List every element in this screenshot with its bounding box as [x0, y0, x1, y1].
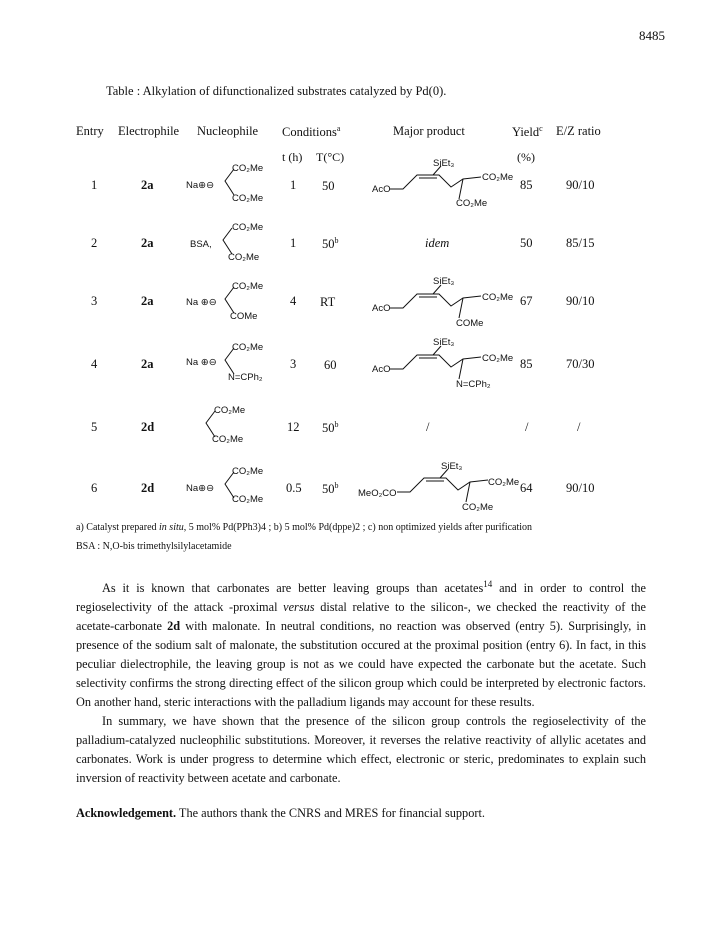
entry-cell: 5: [91, 420, 98, 434]
ez-cell: 90/10: [566, 481, 595, 495]
paragraph-2: In summary, we have shown that the presence of the silicon group controls the regioselectivity of the palladium-catalyzed nucleophilic substitutions. Moreover, it reverses the relative reactivity of allylic acetates and carbonates. Work is under progress to determine which effect, electronic or steric, predominates to explain such inversion of reactivity between acetate and carbonate.: [76, 714, 646, 786]
header-electrophile: Electrophile: [118, 124, 180, 138]
product-left: AcO: [372, 364, 391, 375]
time-cell: 1: [290, 178, 297, 192]
yield-cell: 50: [520, 236, 533, 250]
product-bottom: COMe: [456, 318, 484, 329]
header-yield: Yield$^c$: [512, 124, 543, 140]
product-right: CO₂Me: [482, 172, 514, 183]
product-left: AcO: [372, 184, 391, 195]
nucleophile-top: CO₂Me: [232, 342, 264, 353]
page-number: 8485: [639, 28, 665, 43]
header-nucleophile: Nucleophile: [197, 124, 259, 138]
yield-cell: /: [525, 420, 529, 434]
product-skeleton-icon: [389, 284, 489, 322]
yield-cell: 67: [520, 294, 533, 308]
ez-cell: 85/15: [566, 236, 595, 250]
header-conditions: Conditions$^a$: [282, 124, 341, 140]
product-silyl: SiEt₃: [433, 158, 455, 169]
nucleophile-bond-icon: [222, 167, 236, 197]
header-entry: Entry: [76, 124, 104, 138]
nucleophile-bond-icon: [222, 285, 236, 315]
electrophile-cell: 2a: [141, 294, 154, 308]
product-text: idem: [425, 236, 450, 250]
nucleophile-bottom: CO₂Me: [232, 193, 264, 204]
product-skeleton-icon: [389, 165, 489, 203]
subheader-time: t (h): [282, 150, 303, 164]
time-cell: 12: [287, 420, 300, 434]
nucleophile-prefix: BSA,: [190, 239, 212, 250]
nucleophile-top: CO₂Me: [232, 466, 264, 477]
nucleophile-bond-icon: [222, 470, 236, 500]
nucleophile-bottom: CO₂Me: [228, 252, 260, 263]
product-right: CO₂Me: [482, 292, 514, 303]
temp-cell: 50$^b$: [322, 420, 339, 436]
table-footnote: a) Catalyst prepared in situ, 5 mol% Pd(PPh3)4 ; b) 5 mol% Pd(dppe)2 ; c) non optimized yields after purification: [76, 522, 533, 533]
subheader-temp: T(°C): [316, 150, 345, 164]
electrophile-cell: 2a: [141, 236, 154, 250]
electrophile-cell: 2a: [141, 357, 154, 371]
header-major-product: Major product: [393, 124, 465, 138]
electrophile-cell: 2a: [141, 178, 154, 192]
electrophile-cell: 2d: [141, 420, 155, 434]
acknowledgement: Acknowledgement. The authors thank the CNRS and MRES for financial support.: [76, 806, 485, 820]
nucleophile-bottom: CO₂Me: [212, 434, 244, 445]
entry-cell: 3: [91, 294, 98, 308]
nucleophile-bottom: COMe: [230, 311, 258, 322]
product-bottom: CO₂Me: [456, 198, 488, 209]
time-cell: 1: [290, 236, 297, 250]
yield-cell: 85: [520, 357, 533, 371]
ez-cell: 90/10: [566, 294, 595, 308]
product-skeleton-icon: [396, 468, 496, 506]
temp-cell: 50: [322, 179, 335, 194]
temp-cell: 60: [324, 358, 337, 373]
product-left: MeO₂CO: [358, 488, 397, 499]
nucleophile-bond-icon: [220, 226, 234, 256]
temp-cell: RT: [320, 295, 336, 310]
nucleophile-prefix: Na ⊕⊖: [186, 357, 217, 368]
nucleophile-bond-icon: [203, 409, 217, 439]
temp-cell: 50$^b$: [322, 481, 339, 497]
header-ez-ratio: E/Z ratio: [556, 124, 601, 138]
time-cell: 0.5: [286, 481, 302, 495]
yield-cell: 85: [520, 178, 533, 192]
time-cell: 3: [290, 357, 297, 371]
product-left: AcO: [372, 303, 391, 314]
product-text: /: [426, 420, 430, 434]
nucleophile-top: CO₂Me: [232, 222, 264, 233]
entry-cell: 6: [91, 481, 98, 495]
table-caption: Table : Alkylation of difunctionalized substrates catalyzed by Pd(0).: [106, 84, 447, 98]
electrophile-cell: 2d: [141, 481, 155, 495]
product-bottom: N=CPh₂: [456, 379, 491, 390]
nucleophile-prefix: Na⊕⊖: [186, 180, 215, 191]
product-right: CO₂Me: [488, 477, 520, 488]
paragraph-1: As it is known that carbonates are better leaving groups than acetates$^{14}$ and in order to control the regioselectivity of the attack -proximal versus distal relative to the silicon-, we checked the reactivity of the acetate-carbonate 2d with malonate. In neutral conditions, no reaction was observed (entry 5). Surprisingly, in presence of the sodium salt of malonate, the substitution occured at the proximal position (entry 6). In fact, in this peculiar dielectrophile, the leaving group is not as we could have expected the carbonate but the acetate. Such selectivity confirms the strong directing effect of the silicon group which could be interpreted by electronic factors. On another hand, steric interactions with the palladium ligands may account for these results.: [76, 579, 646, 710]
entry-cell: 1: [91, 178, 98, 192]
nucleophile-top: CO₂Me: [214, 405, 246, 416]
nucleophile-bond-icon: [222, 346, 236, 376]
product-silyl: SiEt₃: [441, 461, 463, 472]
time-cell: 4: [290, 294, 297, 308]
product-silyl: SiEt₃: [433, 337, 455, 348]
product-bottom: CO₂Me: [462, 502, 494, 513]
nucleophile-bottom: CO₂Me: [232, 494, 264, 505]
nucleophile-top: CO₂Me: [232, 281, 264, 292]
product-right: CO₂Me: [482, 353, 514, 364]
nucleophile-prefix: Na⊕⊖: [186, 483, 215, 494]
nucleophile-prefix: Na ⊕⊖: [186, 297, 217, 308]
product-skeleton-icon: [389, 345, 489, 383]
ez-cell: /: [577, 420, 581, 434]
product-silyl: SiEt₃: [433, 276, 455, 287]
ez-cell: 90/10: [566, 178, 595, 192]
nucleophile-bottom: N=CPh₂: [228, 372, 263, 383]
subheader-yield-unit: (%): [517, 150, 535, 164]
entry-cell: 2: [91, 236, 98, 250]
entry-cell: 4: [91, 357, 98, 371]
body-text: [76, 575, 646, 788]
nucleophile-top: CO₂Me: [232, 163, 264, 174]
ez-cell: 70/30: [566, 357, 595, 371]
temp-cell: 50$^b$: [322, 236, 339, 252]
yield-cell: 64: [520, 481, 533, 495]
table-footnote-bsa: BSA : N,O-bis trimethylsilylacetamide: [76, 541, 232, 552]
